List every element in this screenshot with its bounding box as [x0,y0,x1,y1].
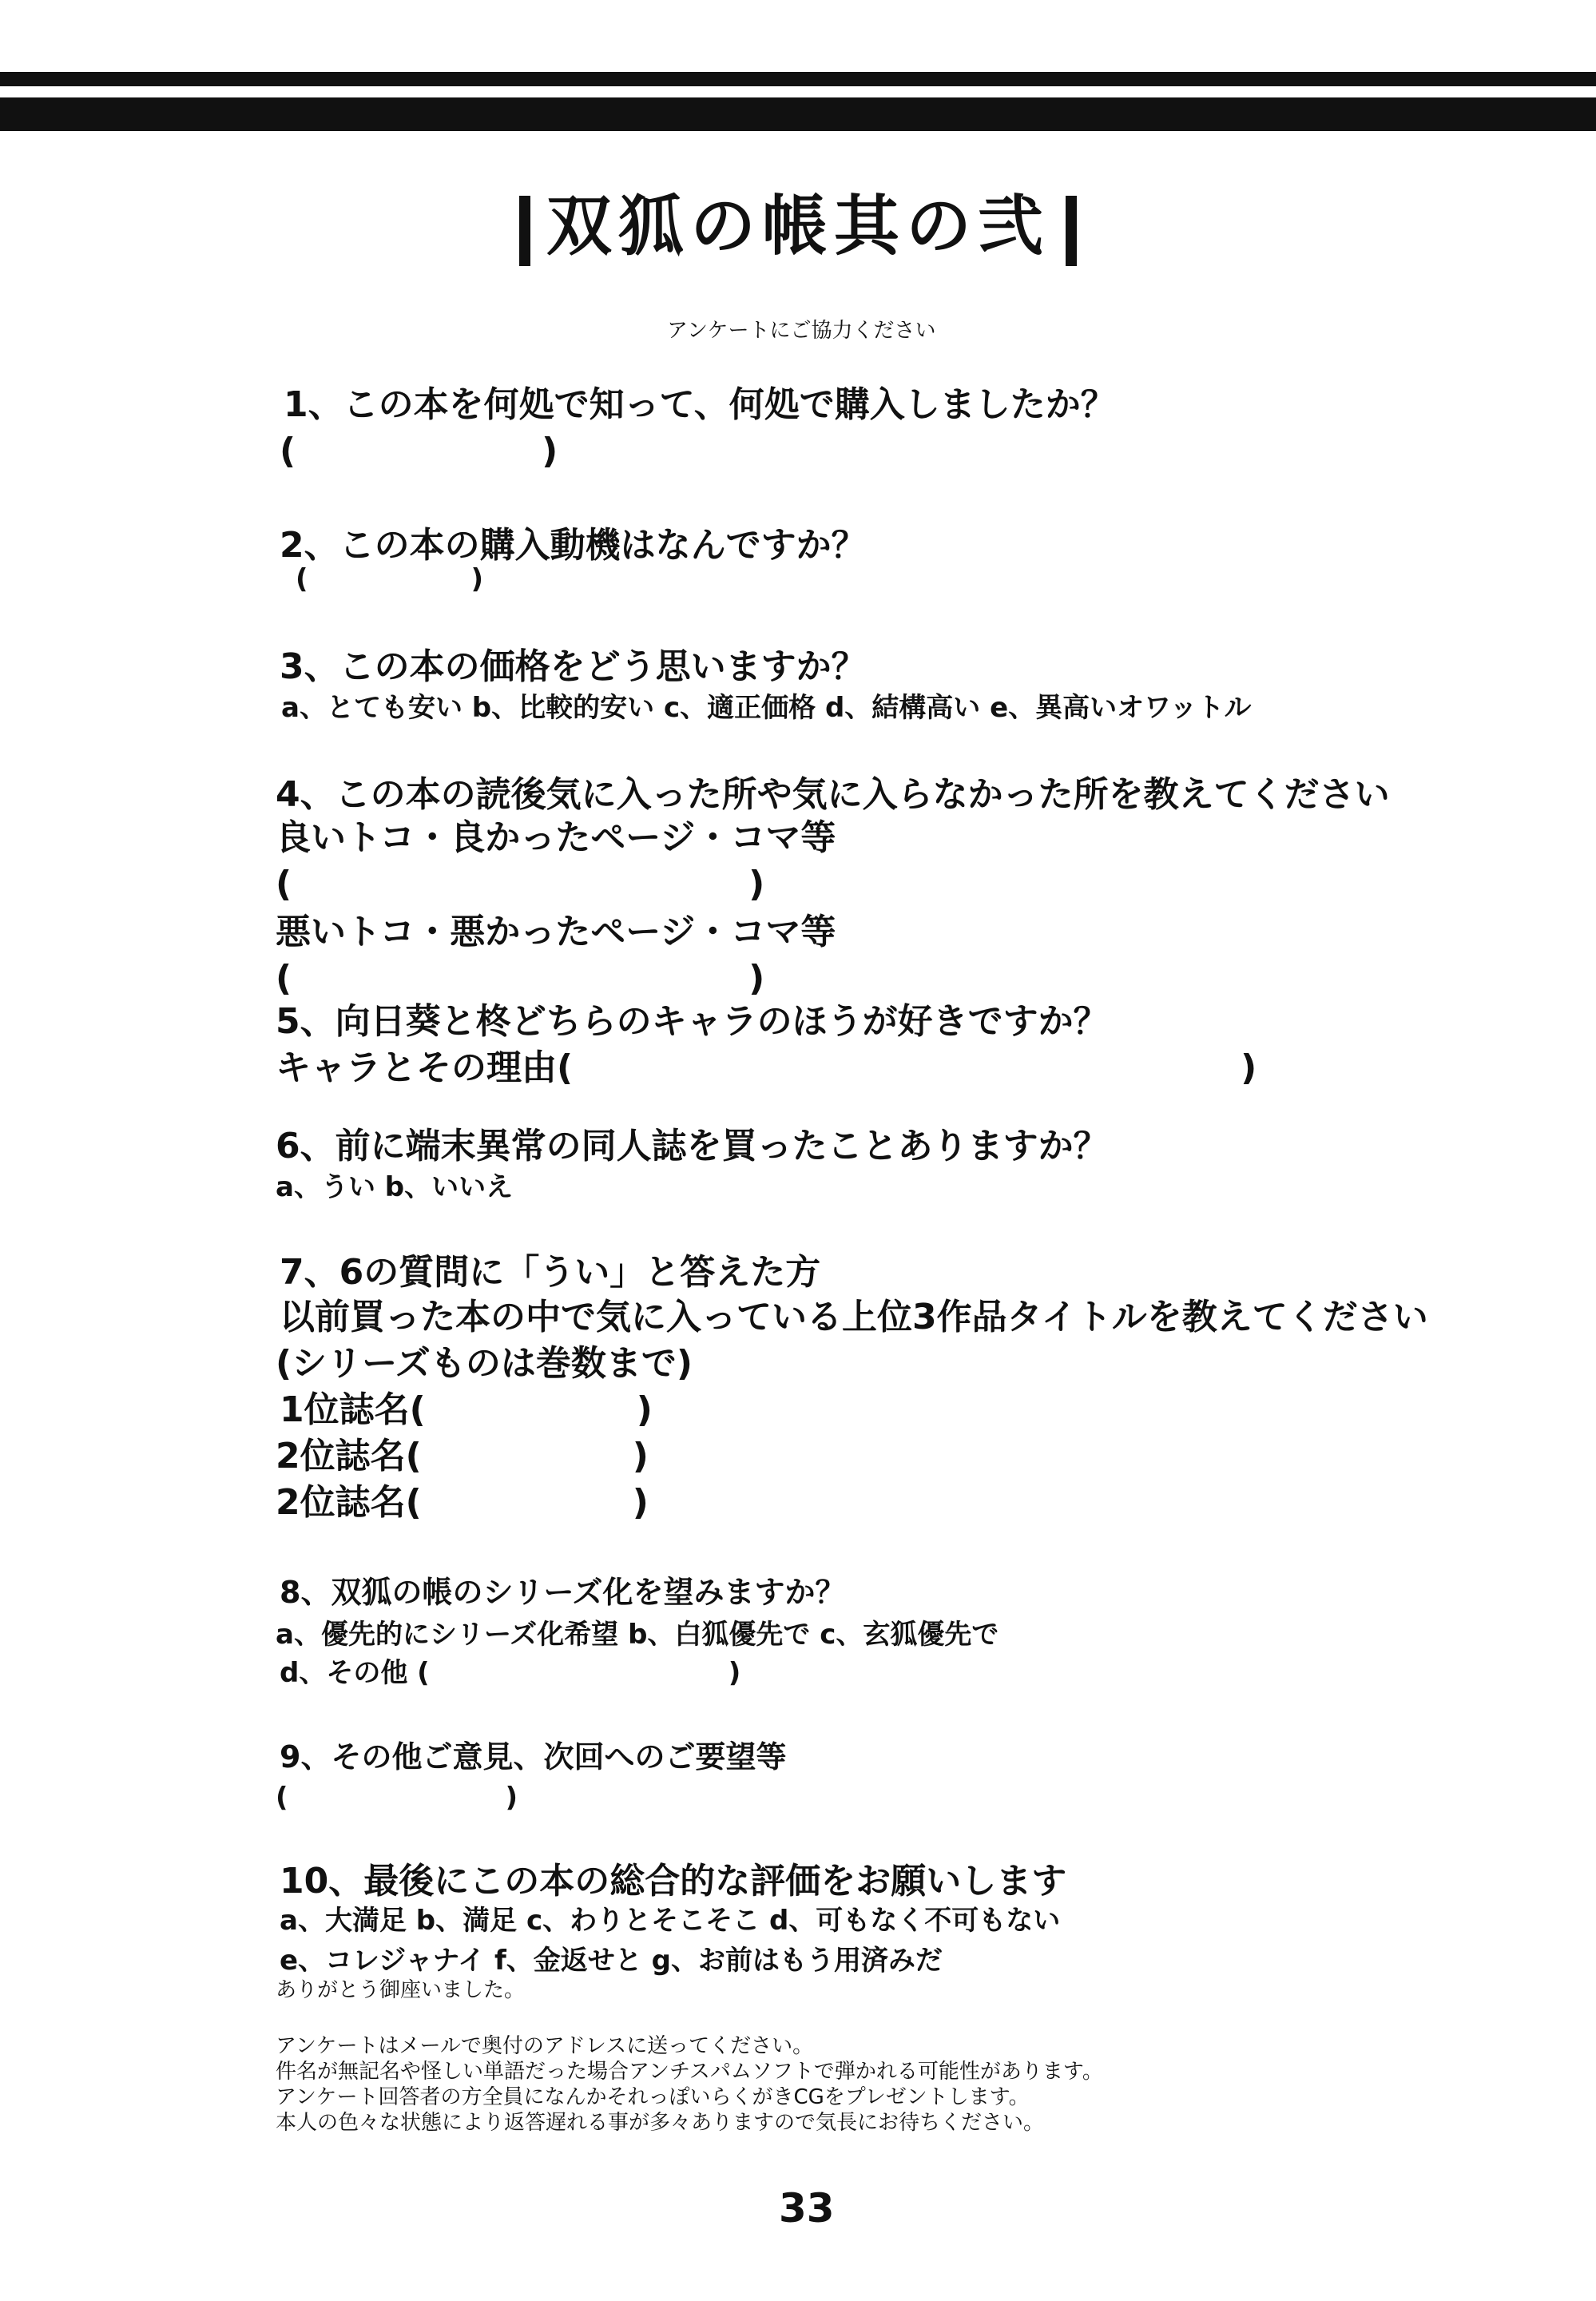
page-number: 33 [779,2185,835,2231]
survey-subtitle: アンケートにご協力ください [667,319,936,343]
q7-rank3: 2位誌名( ) [276,1482,649,1523]
note-line: 件名が無記名や怪しい単語だった場合アンチスパムソフトで弾かれる可能性があります。 [276,2060,1103,2084]
thanks-text: ありがとう御座いました。 [276,1978,526,2002]
q7-question: 7、6の質問に「うい」と答えた方 [280,1252,821,1293]
q2-question: 2、この本の購入動機はなんですか？ [280,525,867,566]
title-bar-left [519,196,530,266]
q5-question: 5、向日葵と柊どちらのキャラのほうが好きですか？ [276,1001,1109,1042]
note-line: アンケート回答者の方全員になんかそれっぽいらくがきCGをプレゼントします。 [276,2085,1030,2109]
q10-options-1: a、大満足 b、満足 c、わりとそこそこ d、可もなく不可もない [280,1905,1061,1937]
q3-options: a、とても安い b、比較的安い c、適正価格 d、結構高い e、異高いオワットル [281,692,1252,724]
q6-question: 6、前に端末異常の同人誌を買ったことありますか？ [276,1126,1109,1166]
note-line: 本人の色々な状態により返答遅れる事が多々ありますので気長にお待ちください。 [276,2111,1045,2135]
note-line: アンケートはメールで奥付のアドレスに送ってください。 [276,2034,814,2058]
q8-question: 8、双狐の帳のシリーズ化を望みますか？ [280,1575,846,1610]
top-rule-1 [0,72,1596,86]
q9-question: 9、その他ご意見、次回へのご要望等 [280,1739,787,1774]
q4-good-answer: ( ) [276,864,765,904]
q4-bad-label: 悪いトコ・悪かったページ・コマ等 [276,912,836,952]
q7-rank1: 1位誌名( ) [280,1389,653,1430]
q2-answer: ( ) [296,563,484,595]
q5-answer: キャラとその理由( ) [276,1047,1257,1088]
q8-options-1: a、優先的にシリーズ化希望 b、白狐優先で c、玄狐優先で [276,1619,999,1651]
q7-line2: 以前買った本の中で気に入っている上位3作品タイトルを教えてください [280,1297,1428,1337]
q4-bad-answer: ( ) [276,958,765,999]
page-title [0,174,1596,268]
q10-question: 10、最後にこの本の総合的な評価をお願いします [280,1861,1067,1902]
q3-question: 3、この本の価格をどう思いますか？ [280,646,867,687]
q1-answer: ( ) [280,431,558,471]
q10-options-2: e、コレジャナイ f、金返せと g、お前はもう用済みだ [280,1945,943,1977]
q1-question: 1、この本を何処で知って、何処で購入しましたか？ [284,384,1116,425]
top-rule-2 [0,97,1596,131]
q6-options: a、うい b、いいえ [276,1171,514,1203]
q7-line3: (シリーズものは巻数まで) [276,1343,693,1384]
q9-answer: ( ) [276,1782,518,1814]
q8-options-2: d、その他 ( ) [280,1657,741,1689]
q4-good-label: 良いトコ・良かったページ・コマ等 [276,817,836,858]
q4-question: 4、この本の読後気に入った所や気に入らなかった所を教えてください [276,774,1390,815]
title-bar-right [1066,196,1077,266]
title-text: 双狐の帳其の弐 [546,189,1050,264]
q7-rank2: 2位誌名( ) [276,1436,649,1476]
